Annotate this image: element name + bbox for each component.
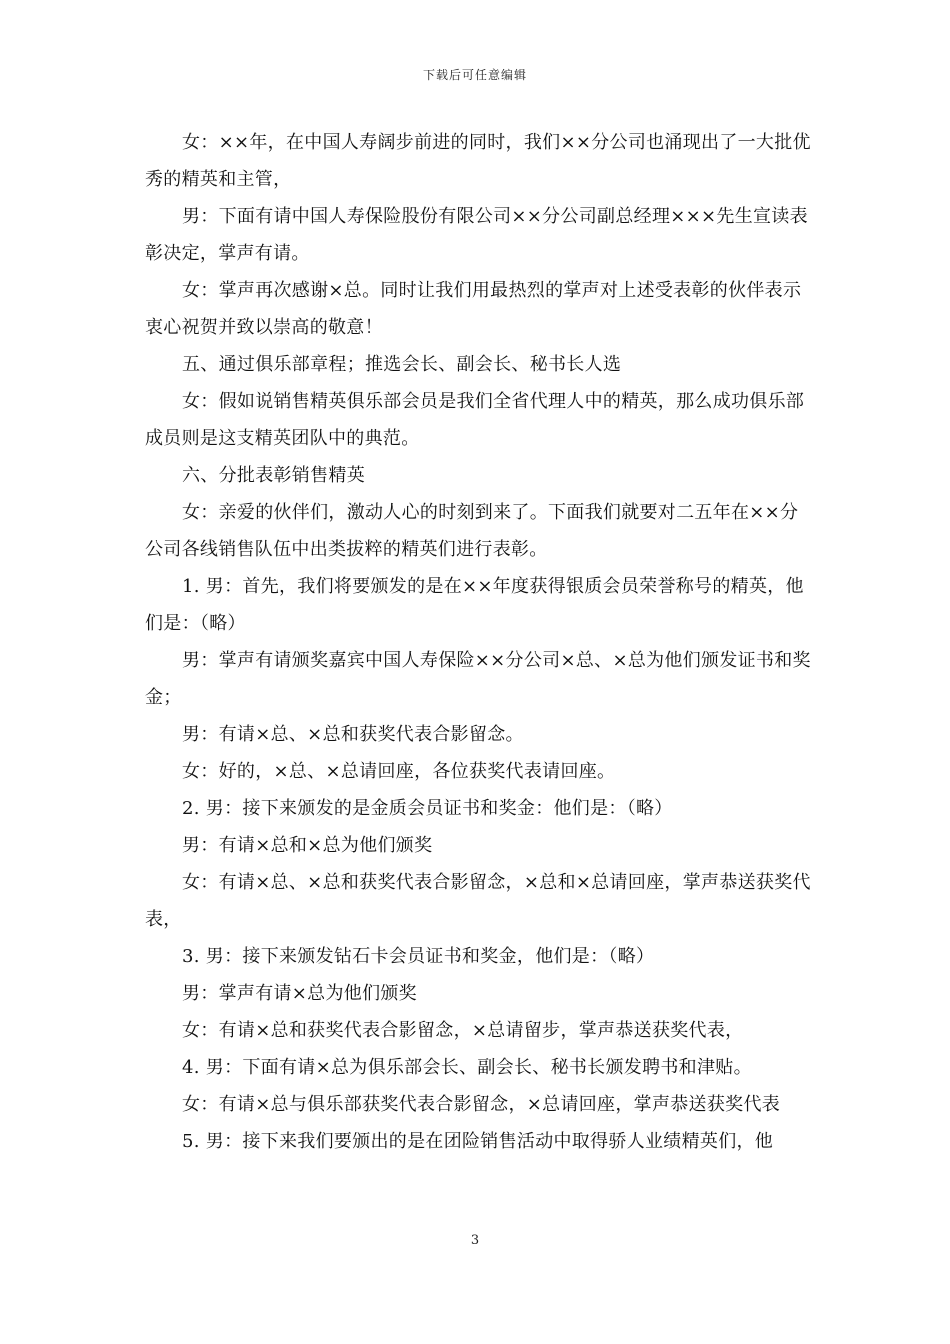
page-header-note: 下载后可任意编辑 (422, 68, 527, 82)
paragraph: 女：有请×总、×总和获奖代表合影留念，×总和×总请回座，掌声恭送获奖代表， (145, 872, 811, 930)
paragraph: 男：下面有请中国人寿保险股份有限公司××分公司副总经理×××先生宣读表彰决定，掌声有请。 (145, 206, 808, 264)
paragraph: 女：假如说销售精英俱乐部会员是我们全省代理人中的精英，那么成功俱乐部成员则是这支精英团队中的典范。 (145, 391, 805, 449)
section-heading: 五、通过俱乐部章程；推选会长、副会长、秘书长人选 (182, 354, 622, 375)
paragraph: 4. 男：下面有请×总为俱乐部会长、副会长、秘书长颁发聘书和津贴。 (182, 1057, 752, 1078)
document-body (145, 124, 815, 1160)
paragraph: 男：掌声有请颁奖嘉宾中国人寿保险××分公司×总、×总为他们颁发证书和奖金； (145, 650, 811, 708)
paragraph: 女：亲爱的伙伴们，激动人心的时刻到来了。下面我们就要对二五年在××分公司各线销售队伍中出类拔粹的精英们进行表彰。 (145, 502, 799, 560)
paragraph: 男：掌声有请×总为他们颁奖 (182, 983, 417, 1004)
paragraph: 女：××年，在中国人寿阔步前进的同时，我们××分公司也涌现出了一大批优秀的精英和主管， (145, 132, 811, 190)
paragraph: 2. 男：接下来颁发的是金质会员证书和奖金：他们是：（略） (182, 798, 673, 819)
paragraph: 女：掌声再次感谢×总。同时让我们用最热烈的掌声对上述受表彰的伙伴表示衷心祝贺并致以崇高的敬意！ (145, 280, 802, 338)
paragraph: 女：有请×总与俱乐部获奖代表合影留念，×总请回座，掌声恭送获奖代表 (182, 1094, 781, 1115)
paragraph: 1. 男：首先，我们将要颁发的是在××年度获得银质会员荣誉称号的精英，他们是：（略） (145, 576, 804, 634)
paragraph: 3. 男：接下来颁发钻石卡会员证书和奖金，他们是：（略） (182, 946, 655, 967)
paragraph: 女：好的，×总、×总请回座，各位获奖代表请回座。 (182, 761, 616, 782)
paragraph: 女：有请×总和获奖代表合影留念，×总请留步，掌声恭送获奖代表， (182, 1020, 744, 1041)
paragraph: 男：有请×总、×总和获奖代表合影留念。 (182, 724, 524, 745)
page-number: 3 (470, 1233, 480, 1248)
section-heading: 六、分批表彰销售精英 (182, 465, 365, 486)
paragraph: 男：有请×总和×总为他们颁奖 (182, 835, 433, 856)
paragraph: 5. 男：接下来我们要颁出的是在团险销售活动中取得骄人业绩精英们，他 (182, 1131, 774, 1152)
